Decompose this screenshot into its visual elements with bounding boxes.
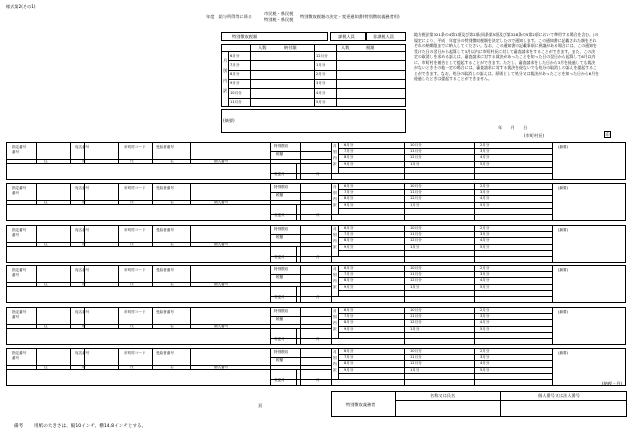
summary-nonregistered-label: 非課税人員 — [373, 34, 394, 39]
record-tax-label-2: 税額 — [276, 152, 284, 156]
record-ref-label: 指定番号 — [12, 186, 27, 190]
summary-month-left: 7月分 — [230, 62, 240, 67]
record-side-char: 月 — [333, 350, 337, 354]
record-month-cell: 5月分 — [480, 202, 490, 207]
record-addrno-label: 宛名番号 — [75, 186, 90, 190]
record-recv-label: 受給者番号 — [156, 145, 174, 149]
record-month-cell: 7月分 — [344, 232, 354, 237]
summary-side-char: 内 — [223, 78, 228, 83]
record-month-cell: 5月分 — [480, 326, 490, 331]
summary-month-left: 8月分 — [230, 72, 240, 77]
record-name-label: 氏 — [130, 159, 134, 164]
record-side-char: 月 — [333, 227, 337, 231]
record-name-label: 氏 — [130, 242, 134, 247]
record-month-cell: 2月分 — [480, 266, 490, 270]
record-tax-label: 特別徴収 — [274, 267, 289, 271]
record-month-label: 月 — [316, 255, 320, 259]
footer-tag: (納税・丹) — [602, 381, 623, 386]
record-month-cell: 8月分 — [344, 196, 354, 201]
record-personal-label: 個人番号 — [214, 242, 229, 247]
record-month-cell: 1月分 — [410, 284, 420, 289]
record-recv-label: 受給者番号 — [156, 268, 174, 272]
record-tax-label: 特別徴収 — [274, 350, 289, 354]
record-month-cell: 4月分 — [480, 278, 490, 283]
record-change-label: 変更月 — [274, 295, 285, 299]
record-memo-label: (摘要) — [558, 310, 568, 314]
summary-month-right: 1月分 — [316, 62, 326, 67]
record-month-cell: 11月分 — [410, 272, 422, 277]
record-month-cell: 6月分 — [344, 266, 354, 270]
record-personal-label: 個人番号 — [214, 200, 229, 205]
record-side-char: 内 — [333, 279, 337, 283]
record-month-label: 月 — [316, 337, 320, 341]
summary-month-right: 4月分 — [316, 90, 326, 95]
record-name-label-2: 名 — [170, 365, 174, 370]
record-personal-label: 個人番号 — [214, 159, 229, 164]
record-month-cell: 8月分 — [344, 320, 354, 325]
summary-month-left: 6月分 — [230, 53, 240, 58]
record-recv-label: 受給者番号 — [156, 228, 174, 232]
record-month-cell: 2月分 — [480, 226, 490, 230]
record-month-cell: 11月分 — [410, 232, 422, 237]
record-side-char: 別 — [333, 356, 337, 360]
record-side-char: 内 — [333, 321, 337, 325]
record-personal-label: 個人番号 — [214, 365, 229, 370]
record-city-label: 市町村コード — [124, 228, 146, 232]
summary-month-left: 9月分 — [230, 81, 240, 86]
record-personal-label: 個人番号 — [214, 324, 229, 329]
record-name-label-2: 名 — [170, 200, 174, 205]
record-month-cell: 3月分 — [480, 272, 490, 277]
record-month-cell: 9月分 — [344, 161, 354, 166]
record-month-cell: 4月分 — [480, 361, 490, 366]
record-addrno-label: 宛名番号 — [75, 351, 90, 355]
record-side-char: 訳 — [333, 203, 337, 207]
summary-month-right: 5月分 — [316, 100, 326, 104]
record-month-cell: 8月分 — [344, 278, 354, 283]
record-memo-label: (摘要) — [558, 145, 568, 149]
record-month-cell: 9月分 — [344, 367, 354, 372]
record-month-cell: 1月分 — [410, 326, 420, 331]
record-addr-label: 住 — [44, 324, 48, 329]
record-side-char: 月 — [333, 267, 337, 271]
record-ref-label: 指定番号 — [12, 145, 27, 149]
summary-month-right: 3月分 — [316, 81, 326, 86]
record-addrno-label: 宛名番号 — [75, 268, 90, 272]
record-side-char: 月 — [333, 144, 337, 148]
page-label: 頁 — [258, 403, 263, 408]
title-suffix: 特別徴収税額の決定・変更通知書(特別徴収義務者用) — [300, 14, 400, 19]
record-month-cell: 1月分 — [410, 161, 420, 166]
record-month-cell: 11月分 — [410, 314, 422, 319]
record-tax-label: 特別徴収 — [274, 227, 289, 231]
form-number: 様式第2(その1) — [6, 4, 36, 9]
record-side-char: 内 — [333, 239, 337, 243]
record-name-label-2: 名 — [170, 242, 174, 247]
record-side-char: 訳 — [333, 285, 337, 289]
summary-col-total: 納付額 — [284, 45, 297, 50]
record-side-char: 別 — [333, 150, 337, 154]
record-month-cell: 1月分 — [410, 367, 420, 372]
record-side-char: 内 — [333, 362, 337, 366]
record-month-cell: 12月分 — [410, 155, 422, 160]
notice-date: 年 月 日 — [498, 125, 528, 130]
record-month-cell: 6月分 — [344, 143, 354, 147]
record-month-cell: 12月分 — [410, 278, 422, 283]
record-month-cell: 5月分 — [480, 244, 490, 249]
record-name-label: 氏 — [130, 324, 134, 329]
record-addrno-label: 宛名番号 — [75, 145, 90, 149]
record-month-cell: 12月分 — [410, 361, 422, 366]
summary-month-left: 11月分 — [230, 100, 242, 104]
record-side-char: 訳 — [333, 245, 337, 249]
summary-registered-label: 課税人員 — [338, 34, 355, 39]
record-change-label: 変更月 — [274, 337, 285, 341]
record-side-char: 内 — [333, 156, 337, 160]
record-month-cell: 8月分 — [344, 361, 354, 366]
record-month-cell: 3月分 — [480, 355, 490, 360]
record-change-label: 変更月 — [274, 172, 285, 176]
record-memo-label: (摘要) — [558, 228, 568, 232]
record-month-cell: 2月分 — [480, 184, 490, 188]
record-memo-label: (摘要) — [558, 268, 568, 272]
record-month-cell: 5月分 — [480, 284, 490, 289]
summary-tax-label: 特別徴収税額 — [232, 34, 258, 39]
record-addr-label-2: 所 — [82, 200, 86, 205]
title-jurisdiction-2: 特別税・県民税 — [264, 17, 294, 22]
record-side-char: 別 — [333, 273, 337, 277]
record-month-cell: 10月分 — [410, 349, 422, 353]
record-tax-label-2: 税額 — [276, 235, 284, 239]
record-month-cell: 4月分 — [480, 320, 490, 325]
record-month-cell: 3月分 — [480, 232, 490, 237]
record-month-label: 月 — [316, 378, 320, 382]
record-tax-label-2: 税額 — [276, 193, 284, 197]
record-tax-label: 特別徴収 — [274, 185, 289, 189]
record-ref-label-2: 番号 — [12, 191, 20, 195]
record-personal-label: 個人番号 — [214, 282, 229, 287]
record-month-cell: 12月分 — [410, 238, 422, 243]
remark-text: 用紙の大きさは、縦10インチ、横14.8インチとする。 — [34, 424, 147, 429]
record-month-cell: 3月分 — [480, 190, 490, 195]
record-ref-label: 指定番号 — [12, 268, 27, 272]
record-month-cell: 7月分 — [344, 355, 354, 360]
record-name-label-2: 名 — [170, 282, 174, 287]
mayor-seal: 印 — [605, 132, 610, 137]
record-month-cell: 7月分 — [344, 149, 354, 154]
record-month-cell: 12月分 — [410, 320, 422, 325]
record-side-char: 月 — [333, 185, 337, 189]
record-addr-label: 住 — [44, 159, 48, 164]
record-change-label: 変更月 — [274, 255, 285, 259]
record-month-label: 月 — [316, 295, 320, 299]
record-month-cell: 3月分 — [480, 314, 490, 319]
record-city-label: 市町村コード — [124, 145, 146, 149]
record-month-cell: 9月分 — [344, 202, 354, 207]
record-month-cell: 12月分 — [410, 196, 422, 201]
record-addr-label-2: 所 — [82, 159, 86, 164]
record-month-cell: 11月分 — [410, 355, 422, 360]
record-addrno-label: 宛名番号 — [75, 310, 90, 314]
record-month-cell: 8月分 — [344, 238, 354, 243]
record-city-label: 市町村コード — [124, 186, 146, 190]
record-addr-label-2: 所 — [82, 365, 86, 370]
record-month-cell: 2月分 — [480, 308, 490, 312]
summary-month-right: 2月分 — [316, 72, 326, 77]
record-month-cell: 6月分 — [344, 184, 354, 188]
record-addr-label-2: 所 — [82, 282, 86, 287]
mayor-label: (市町村長) — [524, 133, 545, 138]
record-month-cell: 5月分 — [480, 367, 490, 372]
title-prefix: 年度 給与所得等に係る — [206, 14, 253, 19]
record-side-char: 訳 — [333, 327, 337, 331]
record-tax-label-2: 税額 — [276, 275, 284, 279]
summary-side-char: 別 — [223, 68, 228, 73]
record-name-label: 氏 — [130, 200, 134, 205]
record-ref-label-2: 番号 — [12, 150, 20, 154]
record-addr-label: 住 — [44, 365, 48, 370]
record-name-label-2: 名 — [170, 159, 174, 164]
summary-col-persons: 人数 — [258, 45, 267, 50]
record-city-label: 市町村コード — [124, 268, 146, 272]
summary-side-char: 月 — [223, 58, 228, 63]
record-name-label: 氏 — [130, 282, 134, 287]
summary-month-left: 10月分 — [230, 90, 242, 95]
record-month-cell: 1月分 — [410, 202, 420, 207]
record-month-cell: 9月分 — [344, 244, 354, 249]
record-name-label-2: 名 — [170, 324, 174, 329]
record-addr-label: 住 — [44, 282, 48, 287]
record-month-cell: 9月分 — [344, 284, 354, 289]
record-side-char: 別 — [333, 233, 337, 237]
record-side-char: 訳 — [333, 162, 337, 166]
record-addr-label: 住 — [44, 200, 48, 205]
record-month-cell: 3月分 — [480, 149, 490, 154]
title-jurisdiction-1: 市民税・県民税 — [264, 11, 294, 16]
record-tax-label-2: 税額 — [276, 358, 284, 362]
record-month-cell: 5月分 — [480, 161, 490, 166]
record-addrno-label: 宛名番号 — [75, 228, 90, 232]
record-city-label: 市町村コード — [124, 310, 146, 314]
record-tax-label: 特別徴収 — [274, 144, 289, 148]
agent-id-col: 個人番号又は法人番号 — [538, 393, 580, 398]
summary-col-persons2: 人数 — [341, 45, 350, 50]
remark-label: 備考 — [14, 424, 24, 429]
record-tax-label-2: 税額 — [276, 317, 284, 321]
record-month-cell: 9月分 — [344, 326, 354, 331]
notice-text: 地方税法第321条の4第1項及び第2項(同条第5項及び第328条の5第2項において準用する場合を含む。)の規定により、平成 年度分の特別徴収税額を決定したので通知します。この通知書に記載された額をそれぞれの納期限までに納入してください。なお、この通知書の記載事項に異議がある場合には、この通知を受けた日の翌日から起算して3月以内に市町村長に対して審査請求をすることができます。また、この決定の取消しを求める訴えは、審査請求に対する裁決があったことを知った日の翌日から起算して6月以内に、市町村を被告として提起することができます。ただし、審査請求をした日から3月を経過しても裁決がないときその他一定の場合には、審査請求に対する裁決を経ないでも処分の取消しの訴えを提起することができます。なお、処分の取消しの訴えは、原則として処分又は裁決があったことを知った日から6月を経過したときは提起することができません。 — [414, 32, 599, 81]
record-recv-label: 受給者番号 — [156, 351, 174, 355]
record-month-cell: 11月分 — [410, 190, 422, 195]
summary-side-char: 訳 — [223, 88, 228, 93]
record-month-cell: 4月分 — [480, 196, 490, 201]
record-month-cell: 8月分 — [344, 155, 354, 160]
record-month-cell: 10月分 — [410, 143, 422, 147]
record-month-cell: 7月分 — [344, 272, 354, 277]
record-ref-label-2: 番号 — [12, 356, 20, 360]
record-month-cell: 10月分 — [410, 184, 422, 188]
record-addr-label-2: 所 — [82, 242, 86, 247]
record-month-cell: 1月分 — [410, 244, 420, 249]
record-month-cell: 4月分 — [480, 155, 490, 160]
record-recv-label: 受給者番号 — [156, 186, 174, 190]
record-change-label: 変更月 — [274, 378, 285, 382]
record-change-label: 変更月 — [274, 213, 285, 217]
agent-label: 特別徴収義務者 — [346, 402, 376, 407]
record-month-cell: 7月分 — [344, 314, 354, 319]
record-month-cell: 6月分 — [344, 349, 354, 353]
record-month-cell: 7月分 — [344, 190, 354, 195]
summary-note-label: (摘要) — [223, 118, 235, 123]
record-side-char: 内 — [333, 197, 337, 201]
record-month-cell: 2月分 — [480, 349, 490, 353]
record-month-cell: 11月分 — [410, 149, 422, 154]
record-ref-label: 指定番号 — [12, 310, 27, 314]
record-ref-label-2: 番号 — [12, 315, 20, 319]
record-city-label: 市町村コード — [124, 351, 146, 355]
record-ref-label-2: 番号 — [12, 233, 20, 237]
record-side-char: 別 — [333, 191, 337, 195]
record-ref-label: 指定番号 — [12, 228, 27, 232]
record-side-char: 訳 — [333, 368, 337, 372]
record-month-cell: 6月分 — [344, 226, 354, 230]
record-side-char: 月 — [333, 309, 337, 313]
record-memo-label: (摘要) — [558, 186, 568, 190]
record-month-label: 月 — [316, 172, 320, 176]
record-month-cell: 10月分 — [410, 308, 422, 312]
summary-col-tax: 税額 — [366, 45, 375, 50]
record-name-label: 氏 — [130, 365, 134, 370]
record-addr-label-2: 所 — [82, 324, 86, 329]
summary-month-right: 12月分 — [316, 53, 328, 58]
record-ref-label: 指定番号 — [12, 351, 27, 355]
record-month-cell: 6月分 — [344, 308, 354, 312]
record-month-cell: 10月分 — [410, 266, 422, 270]
record-addr-label: 住 — [44, 242, 48, 247]
record-side-char: 別 — [333, 315, 337, 319]
record-memo-label: (摘要) — [558, 351, 568, 355]
record-ref-label-2: 番号 — [12, 273, 20, 277]
record-month-label: 月 — [316, 213, 320, 217]
agent-name-col: 名称又は氏名 — [430, 393, 456, 398]
record-month-cell: 10月分 — [410, 226, 422, 230]
record-month-cell: 4月分 — [480, 238, 490, 243]
record-recv-label: 受給者番号 — [156, 310, 174, 314]
record-month-cell: 2月分 — [480, 143, 490, 147]
record-tax-label: 特別徴収 — [274, 309, 289, 313]
